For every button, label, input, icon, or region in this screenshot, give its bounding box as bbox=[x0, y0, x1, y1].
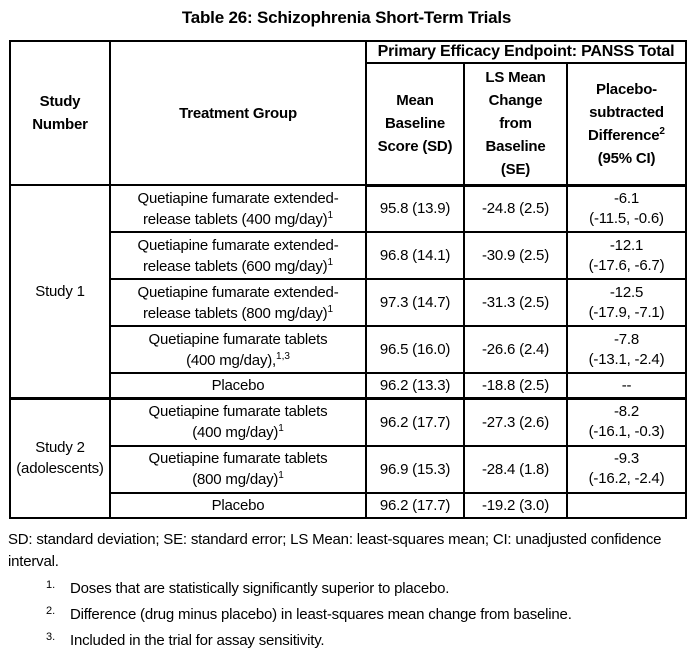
footnote-2: $^{2.}$ Difference (drug minus placebo) in least-squares mean change from baseline. bbox=[46, 605, 572, 623]
treatment-line1: Quetiapine fumarate tablets bbox=[148, 330, 328, 348]
baseline-cell: 96.2 (13.3) bbox=[366, 373, 464, 399]
diff-cell bbox=[567, 446, 686, 493]
baseline-cell: 96.5 (16.0) bbox=[366, 326, 464, 373]
diff-value: -8.2 bbox=[613, 403, 640, 421]
study-1-label: Study 1 bbox=[35, 283, 85, 300]
footnote-1-text: Doses that are statistically significantly superior to placebo. bbox=[70, 580, 450, 597]
treatment-line2: release tablets (800 mg/day) bbox=[142, 304, 328, 322]
treatment-footnote-marker: 1,3 bbox=[276, 350, 290, 362]
table-row bbox=[10, 446, 686, 493]
treatment-line2: (400 mg/day) bbox=[192, 424, 279, 442]
treatment-cell bbox=[110, 326, 366, 373]
baseline-cell: 97.3 (14.7) bbox=[366, 279, 464, 326]
baseline-cell: 95.8 (13.9) bbox=[366, 185, 464, 232]
treatment-line1: Quetiapine fumarate extended- bbox=[137, 189, 339, 207]
study-2-sublabel: (adolescents) bbox=[16, 460, 104, 478]
diff-cell bbox=[567, 185, 686, 232]
header-diff-footnote-marker: 2 bbox=[659, 125, 665, 137]
header-ls-mean-change bbox=[464, 63, 567, 185]
diff-ci: (-11.5, -0.6) bbox=[589, 209, 664, 227]
header-treatment-group: Treatment Group bbox=[110, 41, 366, 185]
header-diff-ci-label: (95% CI) bbox=[597, 149, 656, 167]
treatment-footnote-marker: 1 bbox=[327, 209, 334, 221]
header-diff-label: Placebo-subtracted Difference bbox=[588, 80, 664, 144]
treatment-footnote-marker: 1 bbox=[327, 303, 334, 315]
schizophrenia-trials-table bbox=[9, 40, 687, 519]
change-cell: -19.2 (3.0) bbox=[464, 493, 567, 518]
diff-cell bbox=[567, 493, 686, 518]
treatment-footnote-marker: 1 bbox=[278, 470, 284, 481]
table-title: Table 26: Schizophrenia Short-Term Trials bbox=[181, 8, 512, 27]
abbreviations-note: SD: standard deviation; SE: standard error; LS Mean: least-squares mean; CI: unadjusted confidence interval. bbox=[8, 531, 662, 570]
footnote-3-text: Included in the trial for assay sensitivity. bbox=[70, 632, 325, 649]
table-row-placebo bbox=[10, 493, 686, 518]
footnote-3: $^{3.}$ Included in the trial for assay sensitivity. bbox=[46, 631, 325, 649]
treatment-cell bbox=[110, 279, 366, 326]
footnotes-section bbox=[8, 529, 680, 651]
baseline-cell: 96.9 (15.3) bbox=[366, 446, 464, 493]
change-cell: -24.8 (2.5) bbox=[464, 185, 567, 232]
treatment-line2: (800 mg/day) bbox=[192, 471, 279, 488]
header-row-span bbox=[10, 41, 686, 63]
diff-value: -12.5 bbox=[609, 283, 644, 301]
diff-cell bbox=[567, 326, 686, 373]
footnote-2-text: Difference (drug minus placebo) in least-squares mean change from baseline. bbox=[70, 606, 572, 623]
baseline-cell: 96.2 (17.7) bbox=[366, 399, 464, 446]
diff-cell bbox=[567, 279, 686, 326]
treatment-line2: (400 mg/day), bbox=[186, 351, 277, 369]
treatment-footnote-marker: 1 bbox=[278, 423, 284, 435]
change-cell: -30.9 (2.5) bbox=[464, 232, 567, 279]
study-2-cell bbox=[10, 399, 110, 518]
diff-cell bbox=[567, 232, 686, 279]
diff-ci: (-17.9, -7.1) bbox=[588, 303, 665, 321]
treatment-cell bbox=[110, 399, 366, 446]
treatment-line1: Quetiapine fumarate tablets bbox=[148, 450, 328, 467]
change-cell: -28.4 (1.8) bbox=[464, 446, 567, 493]
treatment-footnote-marker: 1 bbox=[327, 256, 334, 268]
change-cell: -27.3 (2.6) bbox=[464, 399, 567, 446]
table-row bbox=[10, 399, 686, 446]
diff-value: -9.3 bbox=[613, 450, 640, 467]
treatment-cell bbox=[110, 185, 366, 232]
table-row bbox=[10, 279, 686, 326]
header-primary-endpoint: Primary Efficacy Endpoint: PANSS Total bbox=[366, 41, 686, 63]
header-mean-baseline-label: Mean Baseline Score (SD) bbox=[377, 92, 453, 156]
treatment-line2: release tablets (400 mg/day) bbox=[142, 210, 328, 228]
diff-value: -12.1 bbox=[609, 236, 644, 254]
diff-ci: (-16.2, -2.4) bbox=[588, 470, 665, 487]
study-2-label: Study 2 bbox=[35, 439, 85, 457]
baseline-cell: 96.2 (17.7) bbox=[366, 493, 464, 518]
baseline-cell: 96.8 (14.1) bbox=[366, 232, 464, 279]
table-row-placebo bbox=[10, 373, 686, 399]
footnote-1: $^{1.}$ Doses that are statistically significantly superior to placebo. bbox=[46, 579, 450, 597]
diff-ci: (-13.1, -2.4) bbox=[588, 350, 665, 368]
header-study-number-label: Study Number bbox=[32, 93, 88, 133]
treatment-cell bbox=[110, 446, 366, 493]
diff-cell bbox=[567, 399, 686, 446]
diff-value: -7.8 bbox=[613, 330, 640, 348]
change-cell: -18.8 (2.5) bbox=[464, 373, 567, 399]
treatment-line1: Quetiapine fumarate extended- bbox=[137, 283, 339, 301]
diff-value: -6.1 bbox=[613, 189, 640, 207]
diff-cell: -- bbox=[567, 373, 686, 399]
table-row bbox=[10, 185, 686, 232]
treatment-cell bbox=[110, 232, 366, 279]
treatment-cell: Placebo bbox=[110, 493, 366, 518]
change-cell: -31.3 (2.5) bbox=[464, 279, 567, 326]
table-row bbox=[10, 232, 686, 279]
header-placebo-subtracted-difference bbox=[567, 63, 686, 185]
table-row bbox=[10, 326, 686, 373]
study-1-cell bbox=[10, 185, 110, 399]
header-ls-mean-change-label: LS Mean Change from Baseline (SE) bbox=[485, 69, 546, 179]
diff-ci: (-16.1, -0.3) bbox=[588, 423, 665, 441]
treatment-line2: release tablets (600 mg/day) bbox=[142, 257, 328, 275]
treatment-line1: Quetiapine fumarate tablets bbox=[148, 403, 328, 421]
treatment-line1: Quetiapine fumarate extended- bbox=[137, 236, 339, 254]
treatment-cell: Placebo bbox=[110, 373, 366, 399]
header-study-number bbox=[10, 41, 110, 185]
header-mean-baseline bbox=[366, 63, 464, 185]
change-cell: -26.6 (2.4) bbox=[464, 326, 567, 373]
diff-ci: (-17.6, -6.7) bbox=[588, 256, 665, 274]
